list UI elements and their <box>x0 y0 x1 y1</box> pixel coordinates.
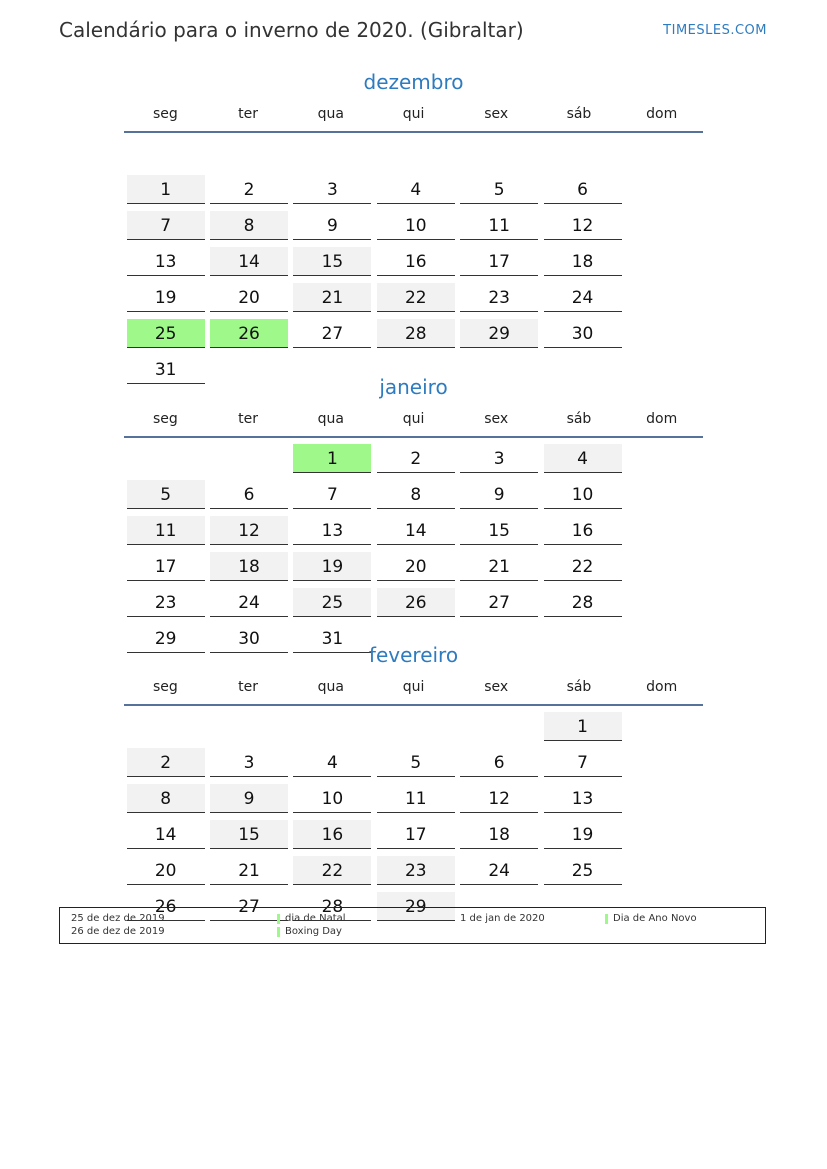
holiday-day-cell: 26 <box>210 319 288 348</box>
day-cell: 4 <box>293 748 371 777</box>
day-cell: 24 <box>460 856 538 885</box>
legend-holiday-name: Boxing Day <box>285 926 342 937</box>
day-cell: 11 <box>377 784 455 813</box>
day-cell: 6 <box>210 480 288 509</box>
day-cell: 10 <box>293 784 371 813</box>
day-cell: 14 <box>377 516 455 545</box>
day-cell: 13 <box>127 247 205 276</box>
day-cell: 16 <box>544 516 622 545</box>
empty-day-cell <box>460 712 538 741</box>
brand-link[interactable]: TIMESLES.COM <box>663 23 767 38</box>
day-cell: 20 <box>127 856 205 885</box>
day-cell: 23 <box>127 588 205 617</box>
day-cell: 31 <box>127 355 205 384</box>
weekday-label: sex <box>484 679 509 695</box>
day-cell: 2 <box>377 444 455 473</box>
day-cell: 8 <box>377 480 455 509</box>
weekday-label: sex <box>484 411 509 427</box>
day-cell: 27 <box>210 892 288 921</box>
empty-day-cell <box>127 712 205 741</box>
empty-day-cell <box>293 139 371 168</box>
day-cell: 25 <box>293 588 371 617</box>
day-cell: 27 <box>293 319 371 348</box>
day-cell: 8 <box>127 784 205 813</box>
day-cell: 5 <box>460 175 538 204</box>
day-cell: 22 <box>293 856 371 885</box>
legend-date: 26 de dez de 2019 <box>71 926 165 937</box>
empty-day-cell <box>210 139 288 168</box>
weekday-label: seg <box>152 411 178 427</box>
holiday-color-marker <box>277 914 280 924</box>
empty-day-cell <box>210 444 288 473</box>
day-cell: 1 <box>127 175 205 204</box>
weekday-label: qui <box>402 411 425 427</box>
day-cell: 30 <box>210 624 288 653</box>
day-cell: 18 <box>544 247 622 276</box>
holiday-legend <box>59 907 766 944</box>
day-cell: 17 <box>460 247 538 276</box>
day-cell: 7 <box>127 211 205 240</box>
day-cell: 8 <box>210 211 288 240</box>
holiday-color-marker <box>605 914 608 924</box>
weekday-label: ter <box>238 679 258 695</box>
month-title: janeiro <box>379 375 448 399</box>
day-cell: 30 <box>544 319 622 348</box>
day-cell: 26 <box>377 588 455 617</box>
day-cell: 16 <box>293 820 371 849</box>
day-cell: 13 <box>293 516 371 545</box>
day-grid <box>124 706 703 928</box>
day-cell: 17 <box>127 552 205 581</box>
weekday-header <box>124 105 703 133</box>
day-cell: 26 <box>127 892 205 921</box>
weekday-header <box>124 678 703 706</box>
day-cell: 23 <box>377 856 455 885</box>
holiday-day-cell: 25 <box>127 319 205 348</box>
day-cell: 29 <box>460 319 538 348</box>
day-cell: 14 <box>127 820 205 849</box>
day-cell: 13 <box>544 784 622 813</box>
empty-day-cell <box>377 139 455 168</box>
legend-holiday-name: Dia de Ano Novo <box>613 913 697 924</box>
day-cell: 11 <box>460 211 538 240</box>
day-cell: 19 <box>293 552 371 581</box>
day-cell: 29 <box>377 892 455 921</box>
month-february <box>124 642 703 928</box>
weekday-label: ter <box>238 106 258 122</box>
day-cell: 12 <box>210 516 288 545</box>
day-cell: 6 <box>460 748 538 777</box>
day-cell: 17 <box>377 820 455 849</box>
empty-day-cell <box>210 712 288 741</box>
day-cell: 5 <box>127 480 205 509</box>
day-cell: 21 <box>293 283 371 312</box>
day-cell: 4 <box>377 175 455 204</box>
day-cell: 21 <box>460 552 538 581</box>
day-cell: 11 <box>127 516 205 545</box>
weekday-label: sáb <box>566 106 592 122</box>
day-cell: 28 <box>544 588 622 617</box>
weekday-label: qui <box>402 679 425 695</box>
day-cell: 1 <box>544 712 622 741</box>
day-cell: 19 <box>544 820 622 849</box>
empty-day-cell <box>127 444 205 473</box>
day-cell: 4 <box>544 444 622 473</box>
month-january <box>124 374 703 660</box>
legend-holiday-name: dia de Natal <box>285 913 346 924</box>
day-cell: 24 <box>210 588 288 617</box>
day-cell: 6 <box>544 175 622 204</box>
day-cell: 16 <box>377 247 455 276</box>
day-cell: 7 <box>293 480 371 509</box>
day-cell: 10 <box>377 211 455 240</box>
day-cell: 10 <box>544 480 622 509</box>
empty-day-cell <box>460 139 538 168</box>
day-cell: 31 <box>293 624 371 653</box>
weekday-label: seg <box>152 106 178 122</box>
day-cell: 19 <box>127 283 205 312</box>
legend-date: 25 de dez de 2019 <box>71 913 165 924</box>
day-cell: 5 <box>377 748 455 777</box>
day-cell: 29 <box>127 624 205 653</box>
day-cell: 3 <box>210 748 288 777</box>
month-title: fevereiro <box>368 643 459 667</box>
page-title: Calendário para o inverno de 2020. (Gibraltar) <box>59 18 524 42</box>
day-cell: 22 <box>377 283 455 312</box>
day-cell: 20 <box>210 283 288 312</box>
weekday-label: qua <box>317 679 344 695</box>
day-cell: 15 <box>210 820 288 849</box>
weekday-label: qua <box>317 106 344 122</box>
month-title: dezembro <box>363 70 464 94</box>
day-cell: 9 <box>293 211 371 240</box>
day-grid <box>124 133 703 391</box>
day-cell: 3 <box>293 175 371 204</box>
day-cell: 15 <box>460 516 538 545</box>
weekday-label: ter <box>238 411 258 427</box>
empty-day-cell <box>127 139 205 168</box>
empty-day-cell <box>293 712 371 741</box>
day-cell: 2 <box>210 175 288 204</box>
day-cell: 18 <box>210 552 288 581</box>
day-cell: 9 <box>460 480 538 509</box>
day-cell: 22 <box>544 552 622 581</box>
day-cell: 20 <box>377 552 455 581</box>
day-cell: 15 <box>293 247 371 276</box>
empty-day-cell <box>544 139 622 168</box>
weekday-label: dom <box>646 106 678 122</box>
holiday-day-cell: 1 <box>293 444 371 473</box>
day-cell: 2 <box>127 748 205 777</box>
weekday-label: qui <box>402 106 425 122</box>
weekday-label: qua <box>317 411 344 427</box>
day-cell: 28 <box>293 892 371 921</box>
day-cell: 28 <box>377 319 455 348</box>
day-cell: 23 <box>460 283 538 312</box>
holiday-color-marker <box>277 927 280 937</box>
weekday-label: dom <box>646 411 678 427</box>
weekday-label: sex <box>484 106 509 122</box>
weekday-header <box>124 410 703 438</box>
legend-date: 1 de jan de 2020 <box>460 913 545 924</box>
weekday-label: dom <box>646 679 678 695</box>
day-cell: 7 <box>544 748 622 777</box>
weekday-label: seg <box>152 679 178 695</box>
month-december <box>124 69 703 391</box>
day-cell: 9 <box>210 784 288 813</box>
day-cell: 3 <box>460 444 538 473</box>
weekday-label: sáb <box>566 679 592 695</box>
empty-day-cell <box>377 712 455 741</box>
day-cell: 21 <box>210 856 288 885</box>
day-cell: 24 <box>544 283 622 312</box>
day-grid <box>124 438 703 660</box>
day-cell: 12 <box>544 211 622 240</box>
day-cell: 12 <box>460 784 538 813</box>
day-cell: 14 <box>210 247 288 276</box>
weekday-label: sáb <box>566 411 592 427</box>
day-cell: 18 <box>460 820 538 849</box>
day-cell: 27 <box>460 588 538 617</box>
day-cell: 25 <box>544 856 622 885</box>
